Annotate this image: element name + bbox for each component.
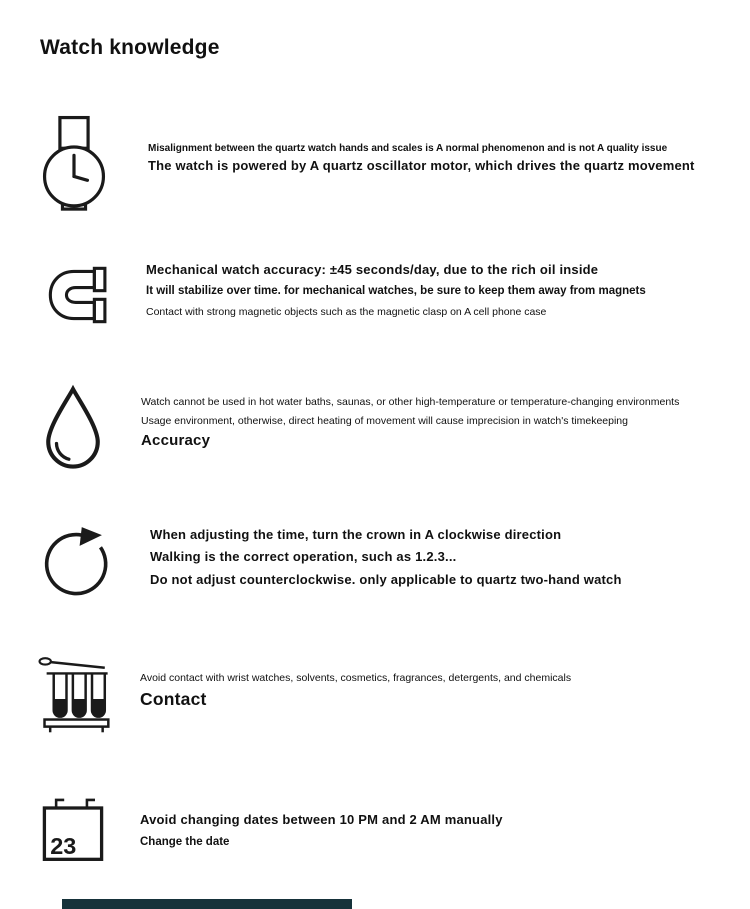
section-date-change [140,812,503,857]
text-line: It will stabilize over time. for mechanical watches, be sure to keep them away from magnets [146,285,646,298]
section-heading: Contact [140,689,207,710]
footer-bar [62,899,352,909]
section-magnetism [146,262,646,326]
section-crown-adjustment [150,527,622,595]
wristwatch-icon [42,113,106,213]
section-chemical-contact [140,672,571,718]
text-line: Contact with strong magnetic objects such as the magnetic clasp on A cell phone case [146,305,547,318]
text-line: Misalignment between the quartz watch hands and scales is A normal phenomenon and is not A quality issue [148,143,668,154]
test-tubes-icon [36,644,114,744]
page-title: Watch knowledge [40,36,220,59]
text-line: Mechanical watch accuracy: ±45 seconds/day, due to the rich oil inside [146,262,599,277]
text-line: Walking is the correct operation, such as 1.2.3... [150,549,457,565]
calendar-day-number: 23 [50,833,77,860]
calendar-icon [40,788,106,872]
section-heading: Accuracy [141,432,211,450]
text-line: Do not adjust counterclockwise. only applicable to quartz two-hand watch [150,571,622,587]
text-line: Watch cannot be used in hot water baths, saunas, or other high-temperature or temperature-changing environments [141,396,680,408]
text-line: The watch is powered by A quartz oscillator motor, which drives the quartz movement [148,157,695,173]
water-drop-icon [40,382,106,472]
magnet-icon [46,263,108,327]
clockwise-arrow-icon [40,517,112,605]
section-temperature-accuracy [141,396,679,458]
section-quartz-movement [148,143,695,181]
text-line: Change the date [140,836,230,849]
text-line: When adjusting the time, turn the crown in A clockwise direction [150,527,562,542]
text-line: Avoid changing dates between 10 PM and 2 AM manually [140,812,503,827]
text-line: Avoid contact with wrist watches, solvents, cosmetics, fragrances, detergents, and chemicals [140,672,572,684]
text-line: Usage environment, otherwise, direct heating of movement will cause imprecision in watch's timekeeping [141,415,628,428]
